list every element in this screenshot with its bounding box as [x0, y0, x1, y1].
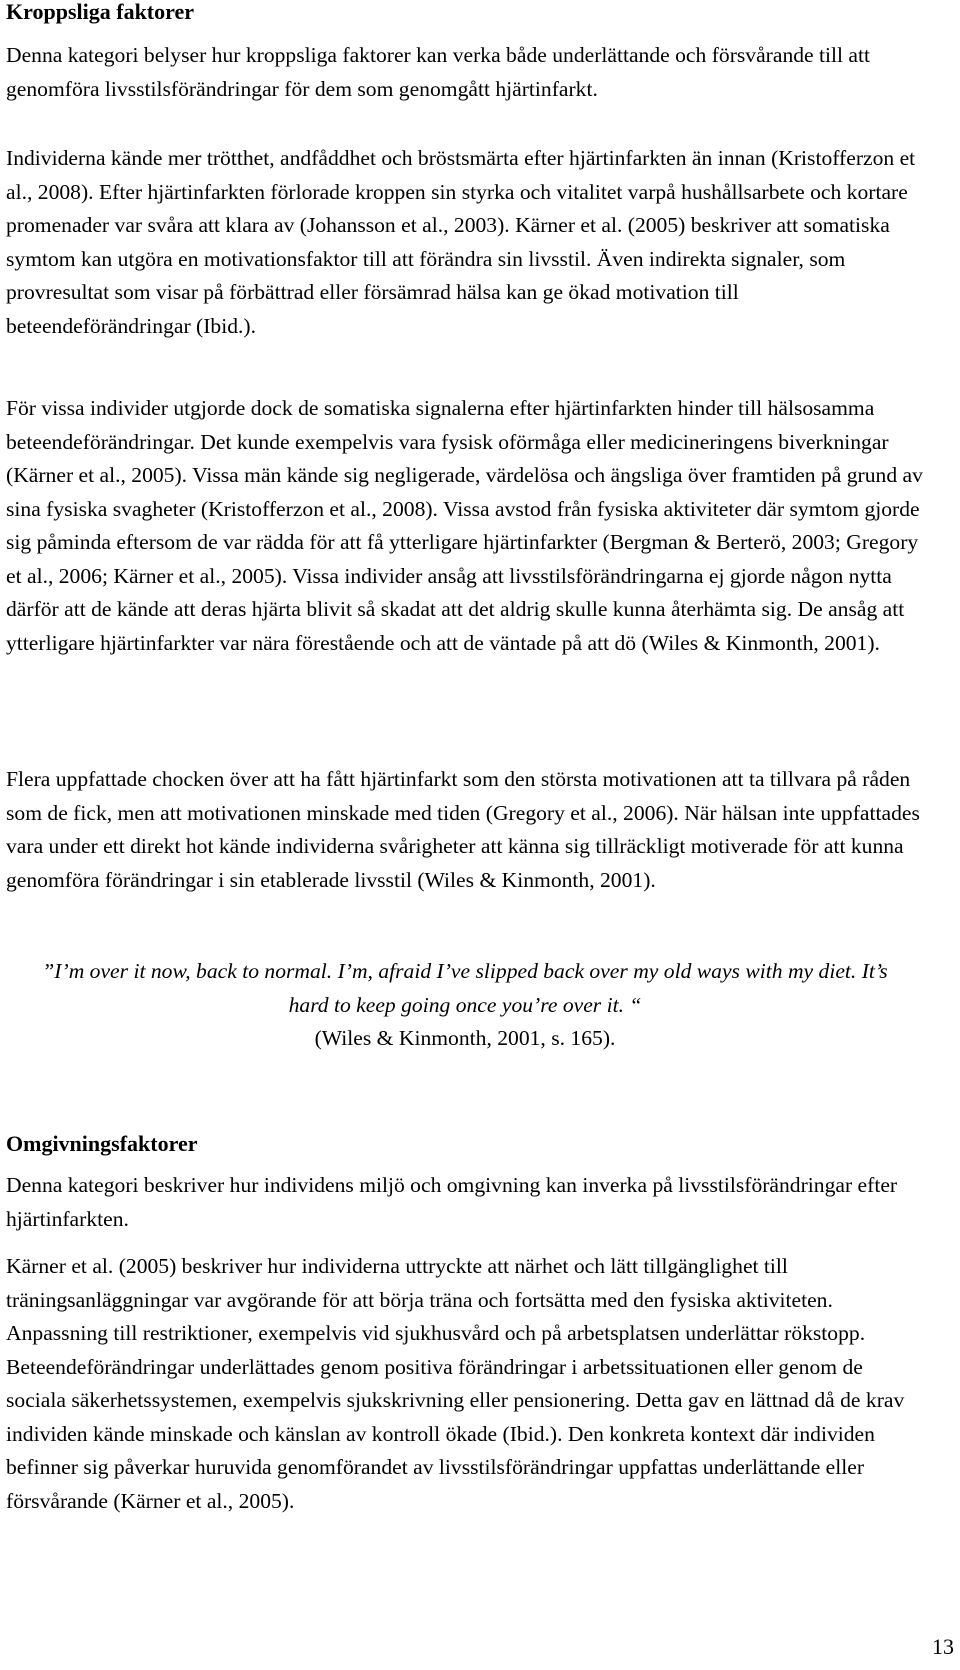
paragraph: Denna kategori beskriver hur individens miljö och omgivning kan inverka på livsstilsförändringar efter hjärtinfarkten. [6, 1173, 898, 1231]
block-quote [6, 955, 924, 1056]
paragraph: För vissa individer utgjorde dock de somatiska signalerna efter hjärtinfarkten hinder till hälsosamma beteendeförändringar. Det kunde exempelvis vara fysisk oförmåga eller medicineringens biverkningar (Kärner et al., 2005). Vissa män kände sig negligerade, värdelösa och ängsliga över framtiden på grund av sina fysiska svagheter (Kristofferzon et al., 2008). Vissa avstod från fysiska aktiviteter där symtom gjorde sig påminda eftersom de var rädda för att få ytterligare hjärtinfarkter (Bergman & Berterö, 2003; Gregory et al., 2006; Kärner et al., 2005). Vissa individer ansåg att livsstilsförändringarna ej gjorde någon nytta därför att de kände att deras hjärta blivit så skadat att det aldrig skulle kunna återhämta sig. De ansåg att ytterligare hjärtinfarkter var nära förestående och att de väntade på att dö (Wiles & Kinmonth, 2001). [6, 396, 923, 655]
quote-reference: (Wiles & Kinmonth, 2001, s. 165). [314, 1026, 616, 1050]
paragraph: Kärner et al. (2005) beskriver hur individerna uttryckte att närhet och lätt tillgänglighet till träningsanläggningar var avgörande för att börja träna och fortsätta med den fysiska aktiviteten. Anpassning till restriktioner, exempelvis vid sjukhusvård och på arbetsplatsen underlättar rökstopp. Beteendeförändringar underlättades genom positiva förändringar i arbetssituationen eller genom de sociala säkerhetssystemen, exempelvis sjukskrivning eller pensionering. Detta gav en lättnad då de krav individen kände minskade och känslan av kontroll ökade (Ibid.). Den konkreta kontext där individen befinner sig påverkar huruvida genomförandet av livsstilsförändringar uppfattas underlättande eller försvårande (Kärner et al., 2005). [6, 1254, 905, 1513]
paragraph: Individerna kände mer trötthet, andfåddhet och bröstsmärta efter hjärtinfarkten än innan (Kristofferzon et al., 2008). Efter hjärtinfarkten förlorade kroppen sin styrka och vitalitet varpå hushållsarbete och kortare promenader var svåra att klara av (Johansson et al., 2003). Kärner et al. (2005) beskriver att somatiska symtom kan utgöra en motivationsfaktor till att förändra sin livsstil. Även indirekta signaler, som provresultat som visar på förbättrad eller försämrad hälsa kan ge ökad motivation till beteendeförändringar (Ibid.). [6, 146, 916, 338]
section-heading-kroppsliga-faktorer: Kroppsliga faktorer [6, 0, 195, 24]
page-number: 13 [932, 1634, 954, 1659]
paragraph: Flera uppfattade chocken över att ha fått hjärtinfarkt som den största motivationen att ta tillvara på råden som de fick, men att motivationen minskade med tiden (Gregory et al., 2006). När hälsan inte uppfattades vara under ett direkt hot kände individerna svårigheter att känna sig tillräckligt motiverade för att kunna genomföra förändringar i sin etablerade livsstil (Wiles & Kinmonth, 2001). [6, 767, 920, 892]
section-heading-omgivningsfaktorer: Omgivningsfaktorer [6, 1131, 198, 1156]
paragraph: Denna kategori belyser hur kroppsliga faktorer kan verka både underlättande och försvårande till att genomföra livsstilsförändringar för dem som genomgått hjärtinfarkt. [6, 43, 871, 101]
quote-text: ”I’m over it now, back to normal. I’m, afraid I’ve slipped back over my old ways with my diet. It’s hard to keep going once you’re over it. “ [42, 959, 888, 1017]
